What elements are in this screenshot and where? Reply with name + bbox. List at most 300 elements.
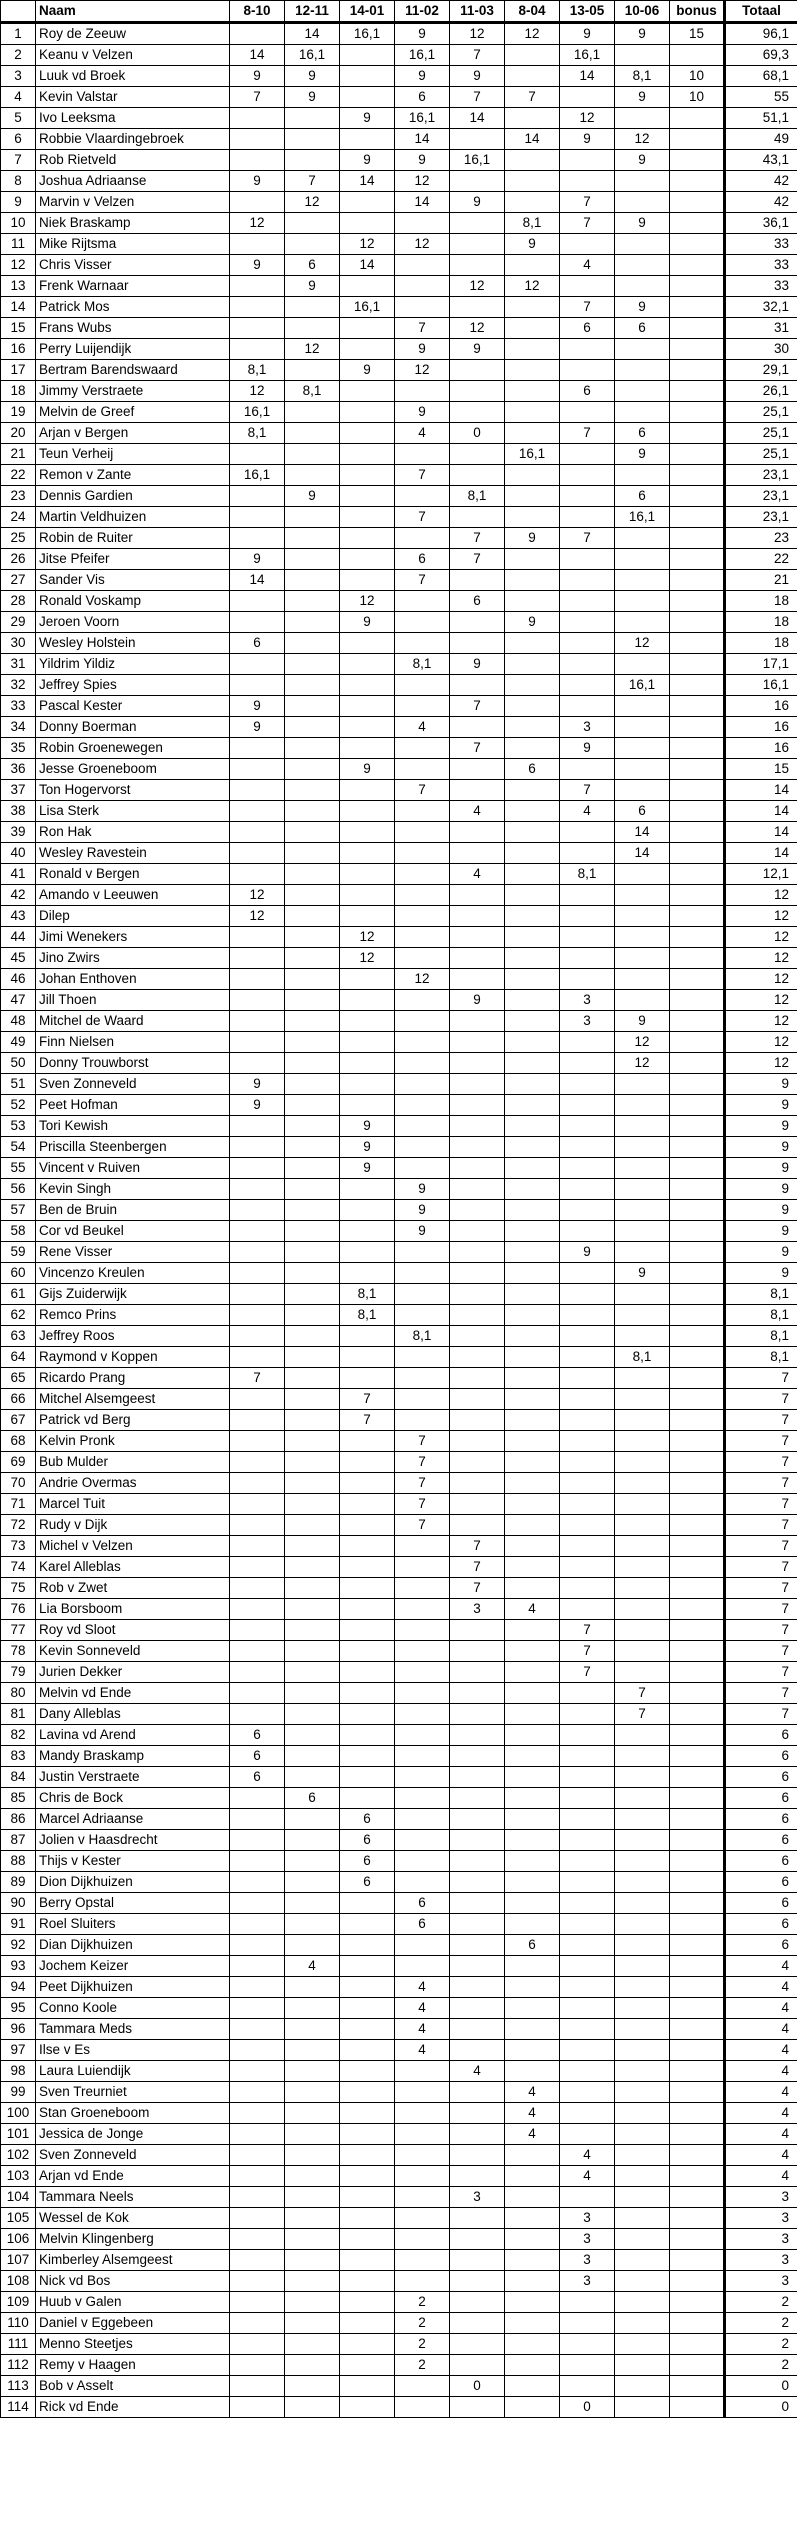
round-8-cell [615,927,670,948]
bonus-cell [670,45,725,66]
round-7-cell [560,1053,615,1074]
round-7-cell: 6 [560,381,615,402]
round-7-cell: 7 [560,780,615,801]
round-8-cell [615,1179,670,1200]
round-7-cell: 3 [560,1011,615,1032]
bonus-cell [670,108,725,129]
round-8-cell [615,2145,670,2166]
total-cell: 14 [725,843,797,864]
round-5-cell [450,2250,505,2271]
round-8-cell [615,234,670,255]
total-cell: 7 [725,1536,797,1557]
round-7-cell [560,150,615,171]
round-6-cell: 4 [505,1599,560,1620]
round-8-cell [615,864,670,885]
round-1-cell [230,1788,285,1809]
total-cell: 23,1 [725,486,797,507]
bonus-cell [670,1410,725,1431]
round-3-cell [340,1242,395,1263]
round-4-cell: 7 [395,570,450,591]
table-row [1,1452,797,1473]
total-cell: 6 [725,1725,797,1746]
rank-cell: 73 [1,1536,36,1557]
rank-cell: 108 [1,2271,36,2292]
round-4-cell [395,612,450,633]
round-4-cell [395,2208,450,2229]
total-cell: 8,1 [725,1326,797,1347]
round-1-cell [230,2103,285,2124]
table-row [1,318,797,339]
table-row [1,1494,797,1515]
rank-cell: 36 [1,759,36,780]
round-2-cell [285,2061,340,2082]
total-cell: 4 [725,2103,797,2124]
round-3-cell [340,1767,395,1788]
round-4-cell: 6 [395,1914,450,1935]
rank-cell: 11 [1,234,36,255]
round-3-cell [340,864,395,885]
name-cell: Ilse v Es [36,2040,230,2061]
round-1-cell [230,2334,285,2355]
total-cell: 6 [725,1935,797,1956]
round-4-cell: 9 [395,1221,450,1242]
round-3-cell: 6 [340,1809,395,1830]
round-5-cell [450,2292,505,2313]
round-1-cell: 9 [230,255,285,276]
round-2-cell [285,1872,340,1893]
name-cell: Mike Rijtsma [36,234,230,255]
round-5-cell [450,1494,505,1515]
round-7-cell [560,1515,615,1536]
round-3-cell: 16,1 [340,23,395,45]
round-2-cell [285,2040,340,2061]
round-4-cell [395,444,450,465]
round-1-cell [230,591,285,612]
table-row [1,990,797,1011]
round-8-cell [615,1725,670,1746]
total-cell: 7 [725,1620,797,1641]
rank-cell: 38 [1,801,36,822]
round-8-cell [615,2061,670,2082]
bonus-cell [670,1473,725,1494]
round-5-cell [450,1284,505,1305]
round-4-cell: 8,1 [395,654,450,675]
header-totaal: Totaal [725,1,797,23]
bonus-cell [670,2061,725,2082]
round-3-cell [340,2103,395,2124]
rank-cell: 105 [1,2208,36,2229]
round-4-cell: 2 [395,2355,450,2376]
name-cell: Patrick vd Berg [36,1410,230,1431]
round-1-cell [230,1347,285,1368]
round-1-cell: 9 [230,66,285,87]
round-5-cell [450,1767,505,1788]
round-2-cell [285,1725,340,1746]
round-2-cell [285,1431,340,1452]
name-cell: Peet Dijkhuizen [36,1977,230,1998]
round-4-cell: 7 [395,507,450,528]
round-5-cell [450,969,505,990]
round-1-cell [230,1494,285,1515]
round-5-cell [450,1788,505,1809]
bonus-cell [670,1872,725,1893]
total-cell: 0 [725,2397,797,2418]
table-row [1,570,797,591]
round-8-cell [615,780,670,801]
name-cell: Jino Zwirs [36,948,230,969]
round-5-cell: 12 [450,276,505,297]
table-row [1,1158,797,1179]
round-4-cell [395,1263,450,1284]
rank-cell: 111 [1,2334,36,2355]
round-8-cell: 12 [615,1053,670,1074]
round-5-cell [450,1662,505,1683]
name-cell: Lia Borsboom [36,1599,230,1620]
header-row [1,1,797,23]
bonus-cell [670,1431,725,1452]
round-1-cell [230,927,285,948]
round-6-cell [505,2208,560,2229]
round-5-cell [450,1746,505,1767]
round-5-cell [450,1200,505,1221]
table-row [1,1137,797,1158]
name-cell: Kimberley Alsemgeest [36,2250,230,2271]
total-cell: 2 [725,2334,797,2355]
total-cell: 4 [725,2082,797,2103]
round-5-cell [450,465,505,486]
round-5-cell: 3 [450,1599,505,1620]
round-4-cell: 2 [395,2313,450,2334]
round-6-cell [505,2250,560,2271]
total-cell: 4 [725,2166,797,2187]
round-1-cell [230,1200,285,1221]
name-cell: Chris de Bock [36,1788,230,1809]
round-1-cell [230,843,285,864]
name-cell: Sven Treurniet [36,2082,230,2103]
round-3-cell [340,1347,395,1368]
total-cell: 6 [725,1893,797,1914]
round-1-cell [230,1032,285,1053]
name-cell: Joshua Adriaanse [36,171,230,192]
table-row [1,549,797,570]
round-2-cell [285,906,340,927]
table-row [1,213,797,234]
bonus-cell [670,1914,725,1935]
round-4-cell [395,381,450,402]
round-6-cell: 4 [505,2103,560,2124]
round-4-cell [395,1746,450,1767]
round-5-cell [450,948,505,969]
round-7-cell: 9 [560,129,615,150]
round-4-cell [395,297,450,318]
bonus-cell [670,801,725,822]
round-8-cell: 14 [615,822,670,843]
round-7-cell [560,2187,615,2208]
round-7-cell [560,402,615,423]
round-2-cell: 6 [285,255,340,276]
round-5-cell: 9 [450,339,505,360]
bonus-cell [670,2397,725,2418]
round-6-cell: 4 [505,2082,560,2103]
round-3-cell [340,1578,395,1599]
round-6-cell [505,192,560,213]
round-4-cell: 4 [395,1977,450,1998]
rank-cell: 16 [1,339,36,360]
round-1-cell [230,2313,285,2334]
round-2-cell [285,1557,340,1578]
round-1-cell [230,507,285,528]
round-8-cell [615,1494,670,1515]
total-cell: 14 [725,780,797,801]
rank-cell: 109 [1,2292,36,2313]
total-cell: 12 [725,1032,797,1053]
name-cell: Kelvin Pronk [36,1431,230,1452]
bonus-cell [670,906,725,927]
round-4-cell: 9 [395,1179,450,1200]
round-7-cell: 7 [560,1641,615,1662]
round-7-cell [560,612,615,633]
round-7-cell [560,1557,615,1578]
total-cell: 49 [725,129,797,150]
table-row [1,444,797,465]
table-row [1,129,797,150]
round-5-cell [450,1305,505,1326]
round-2-cell [285,1032,340,1053]
rank-cell: 46 [1,969,36,990]
round-7-cell [560,1368,615,1389]
rank-cell: 87 [1,1830,36,1851]
round-4-cell: 14 [395,192,450,213]
round-4-cell [395,1935,450,1956]
round-8-cell [615,2103,670,2124]
round-3-cell [340,528,395,549]
table-row [1,696,797,717]
round-3-cell [340,1536,395,1557]
rank-cell: 33 [1,696,36,717]
round-4-cell: 12 [395,171,450,192]
rank-cell: 71 [1,1494,36,1515]
round-3-cell [340,1263,395,1284]
name-cell: Nick vd Bos [36,2271,230,2292]
rank-cell: 41 [1,864,36,885]
round-7-cell: 4 [560,2166,615,2187]
round-2-cell: 9 [285,276,340,297]
name-cell: Stan Groeneboom [36,2103,230,2124]
round-5-cell [450,1179,505,1200]
bonus-cell [670,612,725,633]
rank-cell: 90 [1,1893,36,1914]
rank-cell: 82 [1,1725,36,1746]
total-cell: 25,1 [725,423,797,444]
round-3-cell [340,402,395,423]
total-cell: 17,1 [725,654,797,675]
round-7-cell [560,1263,615,1284]
round-6-cell [505,633,560,654]
bonus-cell [670,1809,725,1830]
round-6-cell [505,801,560,822]
rank-cell: 94 [1,1977,36,1998]
round-5-cell [450,171,505,192]
round-3-cell: 9 [340,1137,395,1158]
round-8-cell [615,1452,670,1473]
round-8-cell: 12 [615,633,670,654]
round-2-cell [285,570,340,591]
rank-cell: 78 [1,1641,36,1662]
bonus-cell [670,1137,725,1158]
round-3-cell [340,843,395,864]
round-6-cell [505,1809,560,1830]
round-5-cell [450,1389,505,1410]
round-3-cell [340,1095,395,1116]
total-cell: 55 [725,87,797,108]
total-cell: 7 [725,1494,797,1515]
bonus-cell: 10 [670,66,725,87]
total-cell: 7 [725,1557,797,1578]
table-row [1,1578,797,1599]
round-8-cell: 6 [615,423,670,444]
round-1-cell [230,2355,285,2376]
round-2-cell [285,948,340,969]
round-6-cell [505,1746,560,1767]
round-8-cell: 8,1 [615,1347,670,1368]
round-5-cell [450,2145,505,2166]
rank-cell: 34 [1,717,36,738]
round-7-cell [560,927,615,948]
round-6-cell [505,1956,560,1977]
round-4-cell [395,1137,450,1158]
total-cell: 14 [725,801,797,822]
round-7-cell: 7 [560,528,615,549]
round-4-cell: 12 [395,360,450,381]
bonus-cell [670,1116,725,1137]
round-5-cell [450,1431,505,1452]
round-6-cell [505,2292,560,2313]
round-2-cell: 12 [285,339,340,360]
name-cell: Wesley Ravestein [36,843,230,864]
round-3-cell [340,1683,395,1704]
total-cell: 9 [725,1074,797,1095]
round-3-cell: 7 [340,1410,395,1431]
round-8-cell [615,1557,670,1578]
round-5-cell [450,1452,505,1473]
round-6-cell [505,969,560,990]
name-cell: Dilep [36,906,230,927]
total-cell: 9 [725,1095,797,1116]
round-7-cell [560,1536,615,1557]
round-3-cell [340,1725,395,1746]
round-4-cell: 9 [395,339,450,360]
round-1-cell [230,2019,285,2040]
total-cell: 96,1 [725,23,797,45]
round-4-cell [395,1032,450,1053]
rank-cell: 53 [1,1116,36,1137]
name-cell: Jessica de Jonge [36,2124,230,2145]
rank-cell: 96 [1,2019,36,2040]
round-2-cell [285,612,340,633]
round-4-cell [395,1347,450,1368]
round-4-cell [395,1053,450,1074]
table-row [1,45,797,66]
round-3-cell [340,696,395,717]
name-cell: Jeffrey Roos [36,1326,230,1347]
total-cell: 43,1 [725,150,797,171]
name-cell: Cor vd Beukel [36,1221,230,1242]
round-1-cell [230,2166,285,2187]
round-6-cell [505,1767,560,1788]
round-4-cell: 8,1 [395,1326,450,1347]
table-row [1,255,797,276]
round-4-cell [395,843,450,864]
round-2-cell [285,2397,340,2418]
table-row [1,675,797,696]
bonus-cell [670,2208,725,2229]
name-cell: Ron Hak [36,822,230,843]
round-4-cell: 9 [395,23,450,45]
rank-cell: 48 [1,1011,36,1032]
rank-cell: 98 [1,2061,36,2082]
total-cell: 6 [725,1746,797,1767]
round-6-cell: 12 [505,23,560,45]
bonus-cell [670,1515,725,1536]
round-1-cell [230,1221,285,1242]
round-7-cell [560,885,615,906]
round-2-cell [285,1410,340,1431]
rank-cell: 97 [1,2040,36,2061]
total-cell: 9 [725,1221,797,1242]
round-8-cell [615,549,670,570]
name-cell: Kevin Valstar [36,87,230,108]
round-1-cell: 6 [230,1767,285,1788]
round-3-cell [340,2334,395,2355]
round-6-cell [505,1851,560,1872]
round-6-cell [505,1977,560,1998]
round-4-cell [395,1074,450,1095]
total-cell: 33 [725,255,797,276]
rank-cell: 74 [1,1557,36,1578]
round-1-cell [230,1431,285,1452]
round-6-cell [505,2355,560,2376]
round-3-cell [340,1368,395,1389]
round-5-cell [450,2355,505,2376]
table-row [1,2145,797,2166]
round-5-cell [450,297,505,318]
round-7-cell [560,1095,615,1116]
table-row [1,2355,797,2376]
round-2-cell [285,2208,340,2229]
round-5-cell: 7 [450,87,505,108]
total-cell: 68,1 [725,66,797,87]
round-8-cell [615,1599,670,1620]
round-5-cell [450,1683,505,1704]
round-3-cell [340,1032,395,1053]
round-2-cell [285,1116,340,1137]
name-cell: Arjan vd Ende [36,2166,230,2187]
table-row [1,1284,797,1305]
round-7-cell: 7 [560,423,615,444]
bonus-cell [670,1263,725,1284]
round-7-cell [560,2019,615,2040]
rank-cell: 67 [1,1410,36,1431]
round-8-cell [615,1956,670,1977]
name-cell: Martin Veldhuizen [36,507,230,528]
bonus-cell [670,2229,725,2250]
bonus-cell [670,2040,725,2061]
rank-cell: 51 [1,1074,36,1095]
round-6-cell [505,2061,560,2082]
name-cell: Jurien Dekker [36,1662,230,1683]
total-cell: 18 [725,633,797,654]
round-6-cell [505,1578,560,1599]
